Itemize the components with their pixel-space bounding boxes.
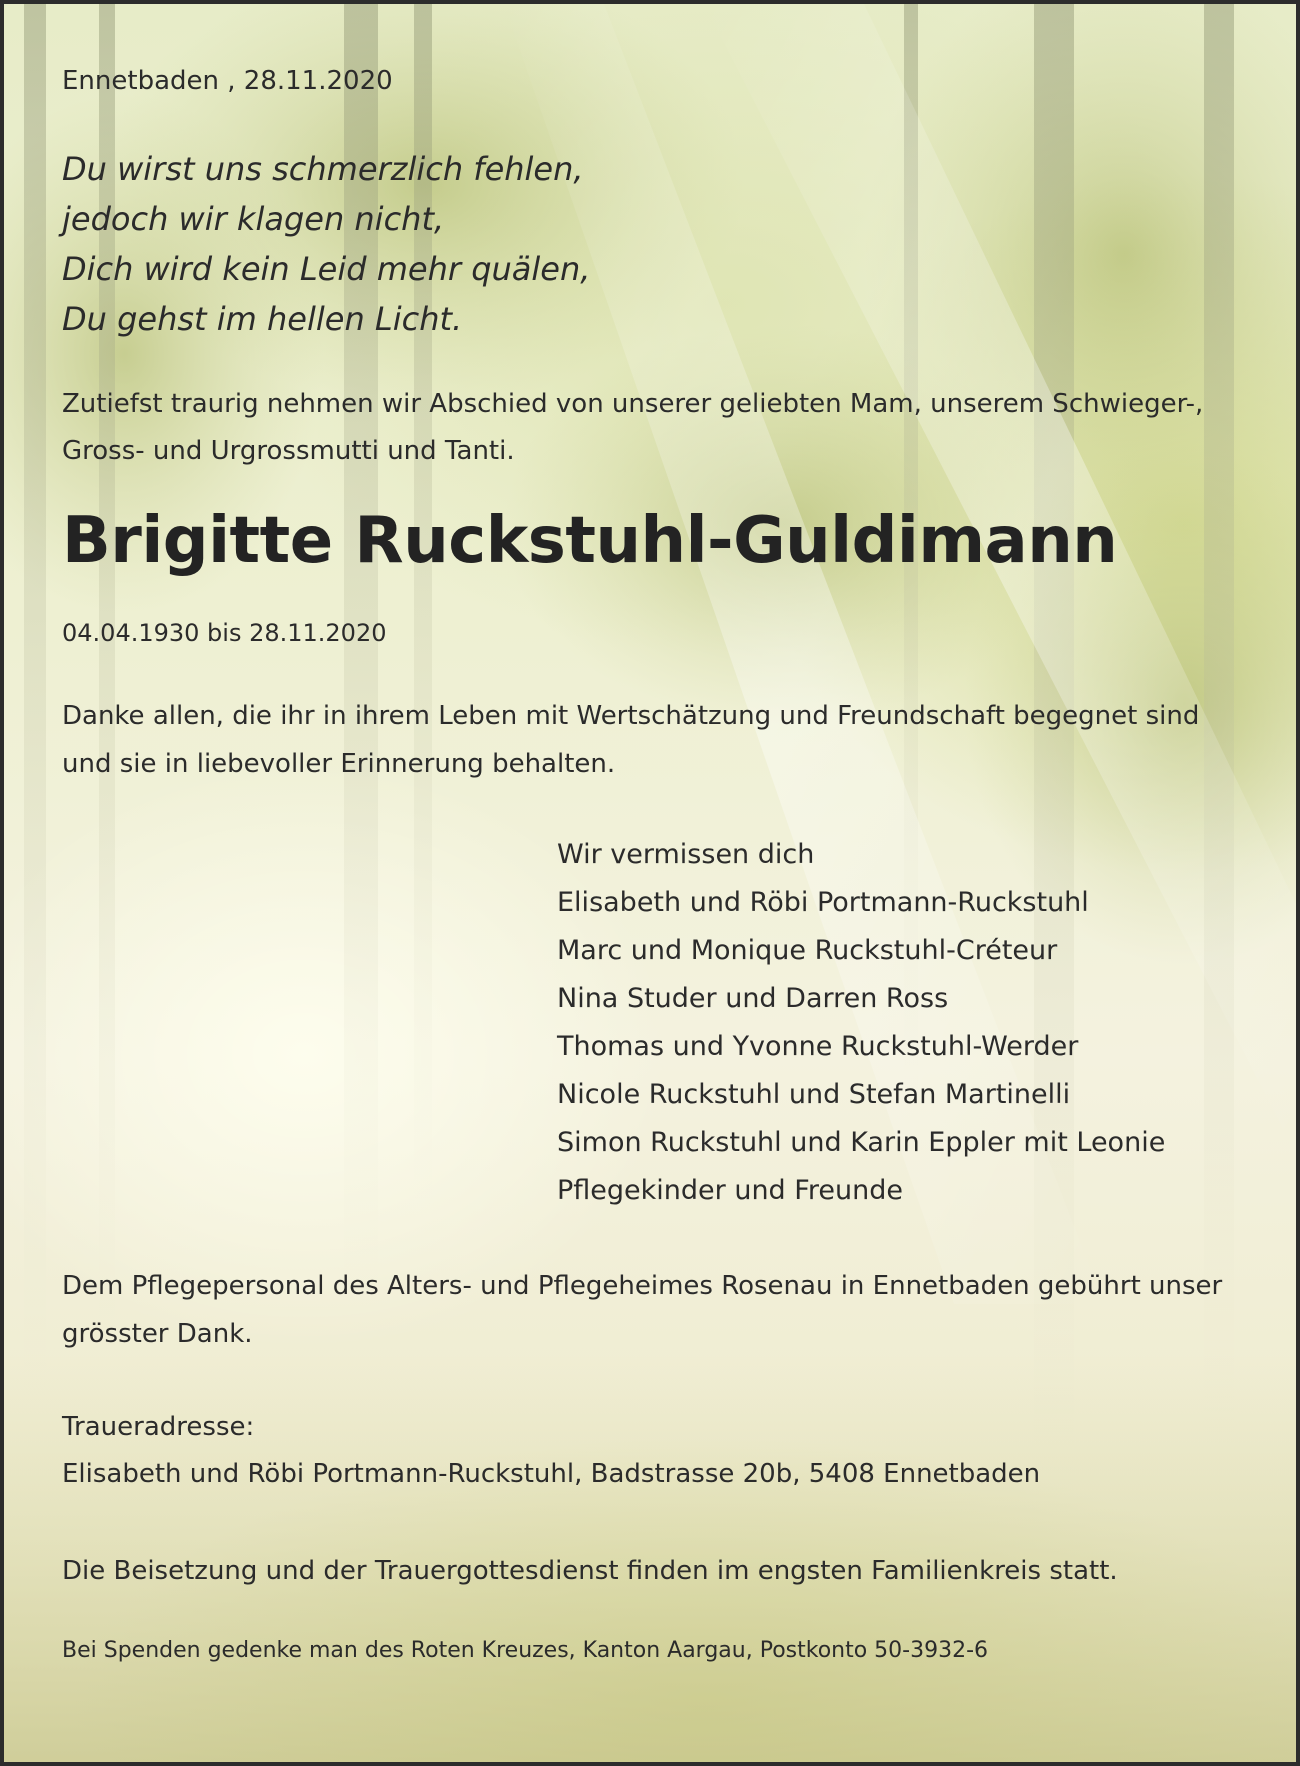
life-dates: 04.04.1930 bis 28.11.2020: [62, 619, 387, 647]
deceased-name: Brigitte Ruckstuhl-Guldimann: [62, 504, 1118, 578]
mourning-address-label: Traueradresse:: [62, 1412, 255, 1442]
mourner-line: Marc und Monique Ruckstuhl-Créteur: [557, 935, 1058, 966]
nursing-thanks: Dem Pflegepersonal des Alters- und Pflegeheimes Rosenau in Ennetbaden gebührt unser grösster Dank.: [62, 1271, 1223, 1349]
mourner-line: Thomas und Yvonne Ruckstuhl-Werder: [557, 1031, 1079, 1062]
mourning-address: Elisabeth und Röbi Portmann-Ruckstuhl, Badstrasse 20b, 5408 Ennetbaden: [62, 1459, 1041, 1489]
poem: [62, 144, 590, 344]
mourner-line: Wir vermissen dich: [557, 839, 815, 870]
intro-text: Zutiefst traurig nehmen wir Abschied von unserer geliebten Mam, unserem Schwieger-, Gross- und Urgrossmutti und Tanti.: [62, 389, 1204, 466]
mourner-line: Pflegekinder und Freunde: [557, 1175, 903, 1206]
mourner-line: Nicole Ruckstuhl und Stefan Martinelli: [557, 1079, 1071, 1110]
mourner-line: Elisabeth und Röbi Portmann-Ruckstuhl: [557, 887, 1089, 918]
mourner-line: Nina Studer und Darren Ross: [557, 983, 949, 1014]
poem-line: Dich wird kein Leid mehr quälen,: [62, 250, 591, 288]
mourner-line: Simon Ruckstuhl und Karin Eppler mit Leonie: [557, 1127, 1166, 1158]
thanks-text: Danke allen, die ihr in ihrem Leben mit Wertschätzung und Freundschaft begegnet sind und sie in liebevoller Erinnerung behalten.: [62, 701, 1200, 779]
mourners-list: [557, 831, 1165, 1215]
place-date: Ennetbaden , 28.11.2020: [62, 66, 393, 96]
funeral-note: Die Beisetzung und der Trauergottesdienst finden im engsten Familienkreis statt.: [62, 1556, 1118, 1586]
poem-line: Du wirst uns schmerzlich fehlen,: [62, 150, 584, 188]
poem-line: Du gehst im hellen Licht.: [62, 300, 463, 338]
poem-line: jedoch wir klagen nicht,: [62, 200, 445, 238]
donation-note: Bei Spenden gedenke man des Roten Kreuzes, Kanton Aargau, Postkonto 50-3932-6: [62, 1638, 989, 1663]
